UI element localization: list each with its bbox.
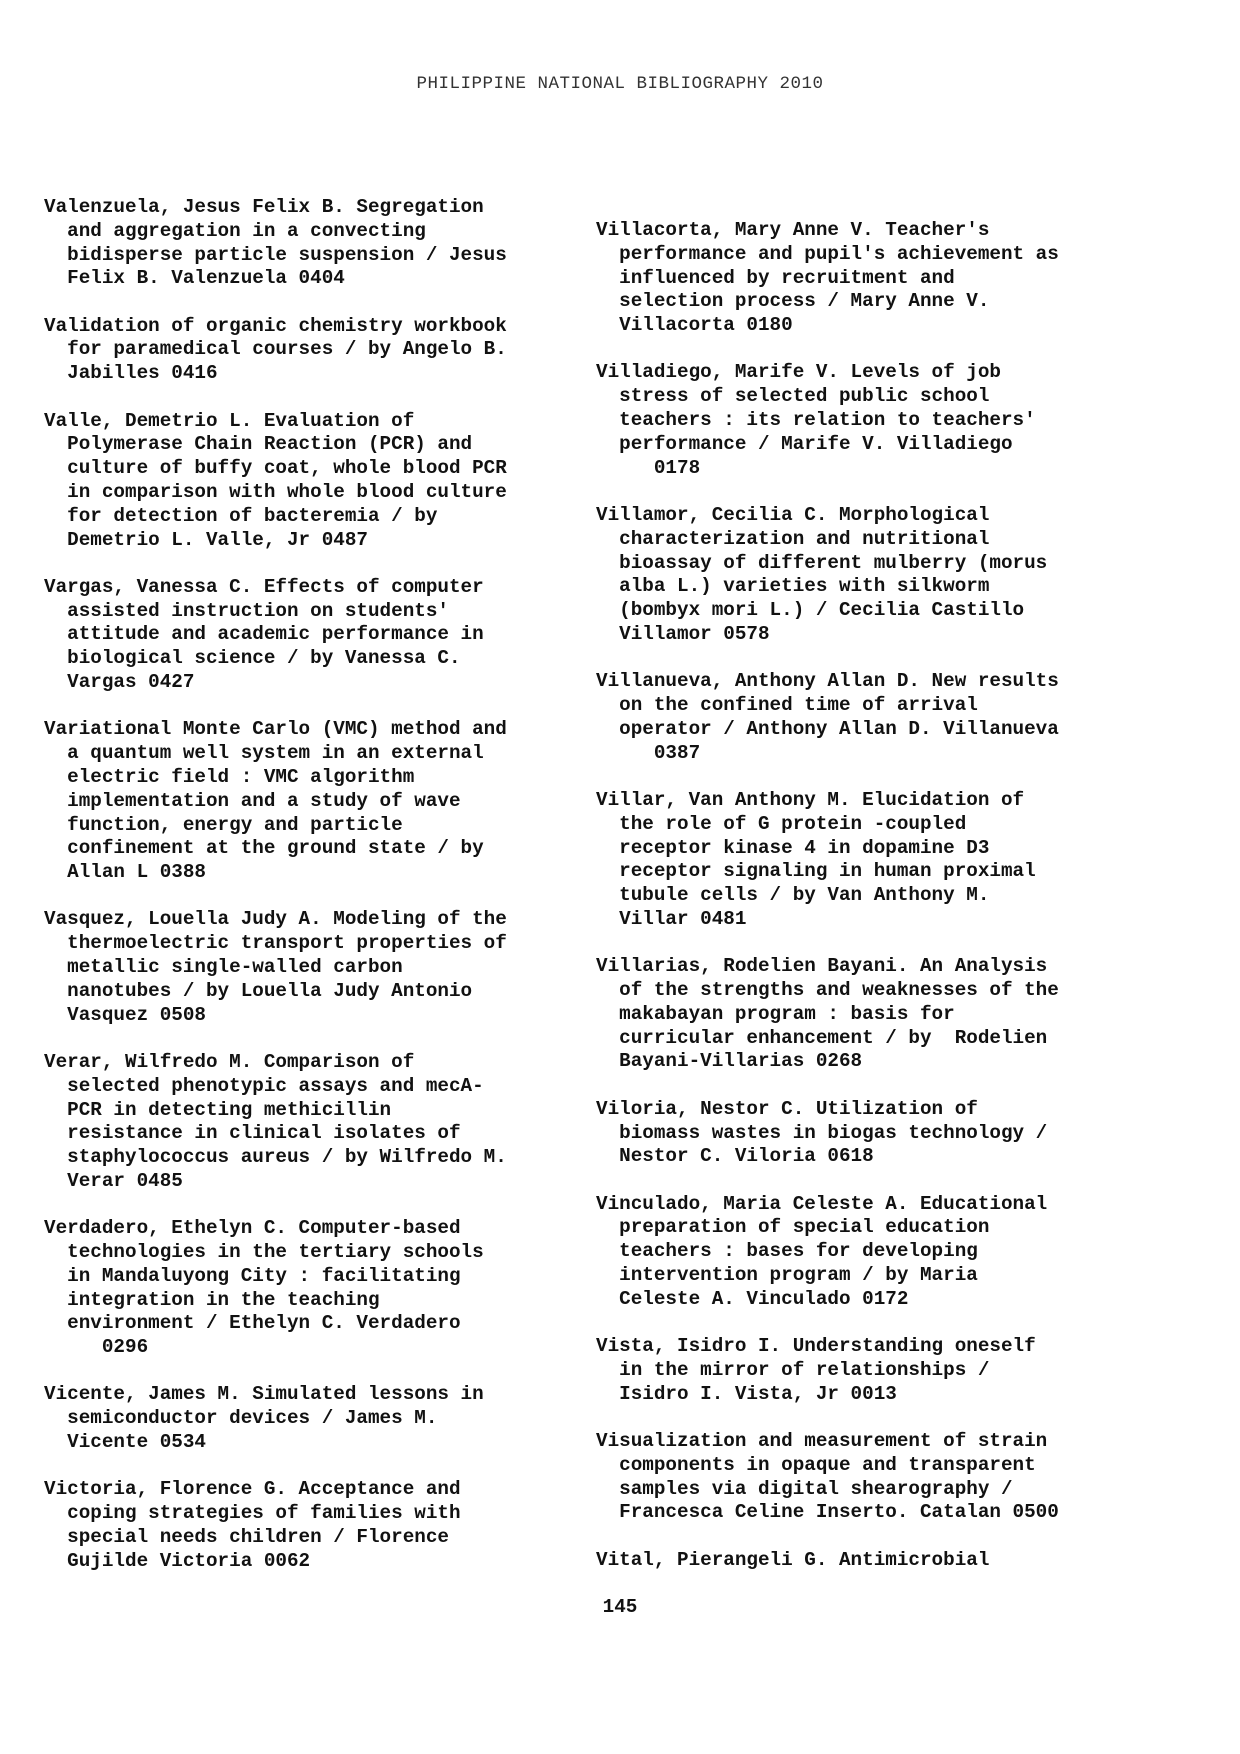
entry-line: bioassay of different mulberry (morus [596, 551, 1048, 574]
entry-line: a quantum well system in an external [44, 742, 484, 765]
entry-line: Villar, Van Anthony M. Elucidation of [596, 788, 1025, 811]
bibliography-entry [44, 196, 564, 291]
entry-line: selection process / Mary Anne V. [596, 290, 990, 313]
entry-line: Villacorta, Mary Anne V. Teacher's [596, 219, 990, 241]
entry-line: Celeste A. Vinculado 0172 [596, 1287, 909, 1310]
entry-line: for detection of bacteremia / by [44, 504, 438, 527]
entry-line: integration in the teaching [44, 1288, 380, 1311]
entry-line: teachers : bases for developing [596, 1240, 978, 1263]
entry-line: Vargas 0427 [44, 671, 195, 694]
bibliography-entry [596, 1098, 1116, 1169]
entry-line: Verdadero, Ethelyn C. Computer-based [44, 1217, 461, 1240]
entry-line: Vasquez, Louella Judy A. Modeling of the [44, 908, 507, 931]
bibliography-entry [44, 410, 564, 553]
entry-line: Viloria, Nestor C. Utilization of [596, 1097, 978, 1120]
entry-line: Villadiego, Marife V. Levels of job [596, 361, 1001, 384]
entry-line: implementation and a study of wave [44, 789, 461, 812]
entry-line: Gujilde Victoria 0062 [44, 1549, 311, 1572]
bibliography-entry [44, 1051, 564, 1194]
entry-line: biological science / by Vanessa C. [44, 647, 461, 670]
entry-line: Vital, Pierangeli G. Antimicrobial [596, 1548, 990, 1571]
entry-line: Villar 0481 [596, 907, 747, 930]
entry-line: Vasquez 0508 [44, 1003, 206, 1026]
entry-line: nanotubes / by Louella Judy Antonio [44, 979, 473, 1002]
entry-line: 0296 [44, 1336, 149, 1359]
entry-line: the role of G protein -coupled [596, 812, 967, 835]
entry-line: teachers : its relation to teachers' [596, 409, 1036, 432]
entry-line: performance / Marife V. Villadiego [596, 432, 1013, 455]
entry-line: Felix B. Valenzuela 0404 [44, 267, 345, 290]
right-column [596, 219, 1116, 1596]
entry-line: samples via digital shearography / [596, 1477, 1013, 1500]
entry-line: Vicente, James M. Simulated lessons in [44, 1383, 484, 1406]
entry-line: coping strategies of families with [44, 1502, 461, 1525]
bibliography-entry [596, 1335, 1116, 1406]
bibliography-entry [44, 576, 564, 695]
entry-line: (bombyx mori L.) / Cecilia Castillo [596, 599, 1025, 622]
entry-line: 0387 [596, 741, 701, 764]
entry-line: of the strengths and weaknesses of the [596, 979, 1059, 1002]
entry-line: and aggregation in a convecting [44, 219, 426, 242]
entry-line: semiconductor devices / James M. [44, 1407, 438, 1430]
bibliography-entry [596, 504, 1116, 647]
entry-line: receptor signaling in human proximal [596, 860, 1036, 883]
entry-line: thermoelectric transport properties of [44, 932, 507, 955]
entry-line: Villarias, Rodelien Bayani. An Analysis [596, 955, 1048, 978]
entry-line: PCR in detecting methicillin [44, 1098, 392, 1121]
entry-line: performance and pupil's achievement as [596, 242, 1059, 265]
bibliography-entry [596, 955, 1116, 1074]
entry-line: preparation of special education [596, 1216, 990, 1239]
bibliography-entry [44, 1383, 564, 1454]
entry-line: alba L.) varieties with silkworm [596, 575, 990, 598]
entry-line: bidisperse particle suspension / Jesus [44, 243, 507, 266]
bibliography-entry [44, 718, 564, 885]
bibliography-entry [596, 670, 1116, 765]
entry-line: Variational Monte Carlo (VMC) method and [44, 718, 507, 741]
bibliography-entry [596, 361, 1116, 480]
entry-line: curricular enhancement / by Rodelien [596, 1026, 1048, 1049]
entry-line: 0178 [596, 456, 701, 479]
entry-line: Bayani-Villarias 0268 [596, 1050, 863, 1073]
entry-line: staphylococcus aureus / by Wilfredo M. [44, 1146, 507, 1169]
entry-line: technologies in the tertiary schools [44, 1240, 484, 1263]
entry-line: Visualization and measurement of strain [596, 1429, 1048, 1452]
entry-line: in the mirror of relationships / [596, 1358, 990, 1381]
entry-line: environment / Ethelyn C. Verdadero [44, 1312, 461, 1335]
running-header: PHILIPPINE NATIONAL BIBLIOGRAPHY 2010 [416, 74, 824, 94]
entry-line: Demetrio L. Valle, Jr 0487 [44, 528, 368, 551]
entry-line: assisted instruction on students' [44, 599, 449, 622]
entry-line: Polymerase Chain Reaction (PCR) and [44, 433, 473, 456]
bibliography-entry [44, 908, 564, 1027]
entry-line: metallic single-walled carbon [44, 956, 403, 979]
bibliography-entry [44, 315, 564, 386]
left-column [44, 196, 564, 1597]
page-number: 145 [602, 1596, 638, 1618]
entry-line: for paramedical courses / by Angelo B. [44, 338, 507, 361]
entry-line: influenced by recruitment and [596, 266, 955, 289]
bibliography-entry [44, 1478, 564, 1573]
entry-line: Vicente 0534 [44, 1431, 206, 1454]
entry-line: in Mandaluyong City : facilitating [44, 1264, 461, 1287]
entry-line: Isidro I. Vista, Jr 0013 [596, 1382, 897, 1405]
bibliography-entry [596, 219, 1116, 338]
entry-line: electric field : VMC algorithm [44, 765, 415, 788]
entry-line: intervention program / by Maria [596, 1263, 978, 1286]
entry-line: Vargas, Vanessa C. Effects of computer [44, 575, 484, 598]
bibliography-entry [596, 1430, 1116, 1525]
entry-line: confinement at the ground state / by [44, 837, 484, 860]
entry-line: Villanueva, Anthony Allan D. New results [596, 670, 1059, 693]
entry-line: stress of selected public school [596, 385, 990, 408]
entry-line: function, energy and particle [44, 813, 403, 836]
entry-line: characterization and nutritional [596, 527, 990, 550]
entry-line: Vinculado, Maria Celeste A. Educational [596, 1192, 1048, 1215]
bibliography-entry [44, 1217, 564, 1360]
entry-line: Vista, Isidro I. Understanding oneself [596, 1335, 1036, 1358]
entry-line: selected phenotypic assays and mecA- [44, 1074, 484, 1097]
entry-line: Villamor, Cecilia C. Morphological [596, 503, 990, 526]
entry-line: Francesca Celine Inserto. Catalan 0500 [596, 1501, 1059, 1524]
entry-line: culture of buffy coat, whole blood PCR [44, 457, 507, 480]
entry-line: Nestor C. Viloria 0618 [596, 1145, 874, 1168]
entry-line: Villacorta 0180 [596, 314, 793, 337]
entry-line: Verar 0485 [44, 1169, 183, 1192]
entry-line: Verar, Wilfredo M. Comparison of [44, 1050, 415, 1073]
entry-line: tubule cells / by Van Anthony M. [596, 884, 990, 907]
bibliography-entry [596, 789, 1116, 932]
entry-line: special needs children / Florence [44, 1525, 449, 1548]
entry-line: Valenzuela, Jesus Felix B. Segregation [44, 196, 484, 218]
entry-line: biomass wastes in biogas technology / [596, 1121, 1048, 1144]
entry-line: in comparison with whole blood culture [44, 480, 507, 503]
entry-line: Valle, Demetrio L. Evaluation of [44, 409, 415, 432]
entry-line: Villamor 0578 [596, 622, 770, 645]
bibliography-entry [596, 1549, 1116, 1573]
entry-line: receptor kinase 4 in dopamine D3 [596, 836, 990, 859]
entry-line: operator / Anthony Allan D. Villanueva [596, 717, 1059, 740]
entry-line: Validation of organic chemistry workbook [44, 314, 507, 337]
entry-line: components in opaque and transparent [596, 1453, 1036, 1476]
entry-line: Jabilles 0416 [44, 362, 218, 385]
entry-line: Victoria, Florence G. Acceptance and [44, 1478, 461, 1501]
entry-line: on the confined time of arrival [596, 694, 978, 717]
entry-line: makabayan program : basis for [596, 1002, 955, 1025]
bibliography-entry [596, 1193, 1116, 1312]
entry-line: resistance in clinical isolates of [44, 1122, 461, 1145]
entry-line: Allan L 0388 [44, 861, 206, 884]
entry-line: attitude and academic performance in [44, 623, 484, 646]
